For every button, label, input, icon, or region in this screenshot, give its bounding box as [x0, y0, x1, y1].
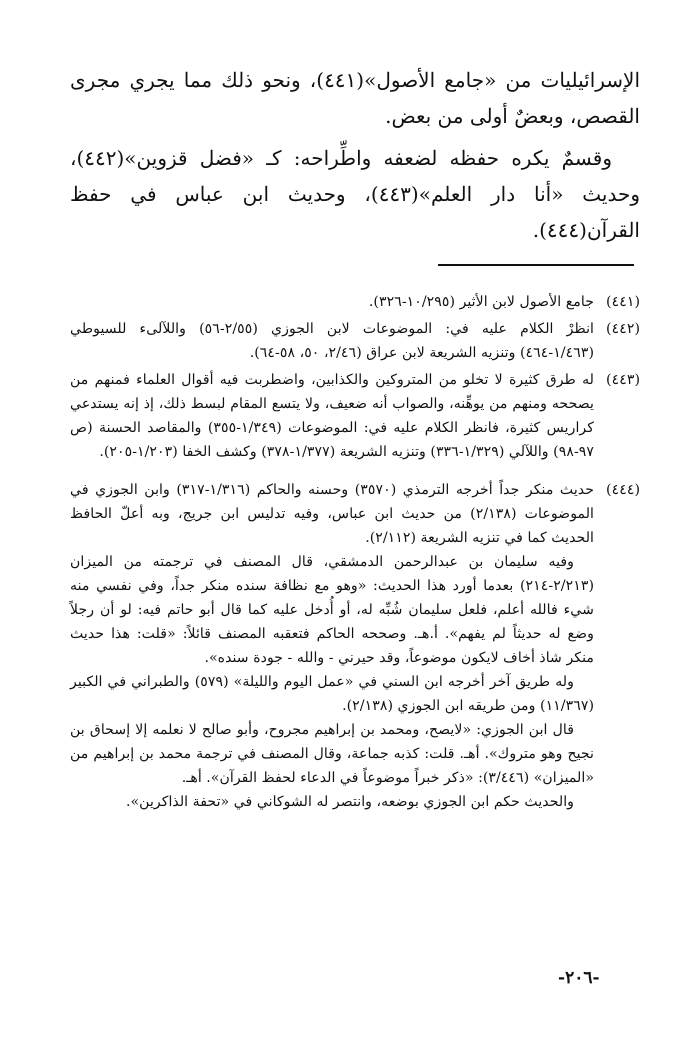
footnote-text: جامع الأصول لابن الأثير (١٠/٢٩٥-٣٢٦). [368, 294, 594, 310]
footnote-text: والحديث حكم ابن الجوزي بوضعه، وانتصر له الشوكاني في «تحفة الذاكرين». [125, 794, 574, 810]
footnote-separator [438, 264, 634, 266]
footnote [70, 368, 640, 464]
footnote-number: (٤٤٤) [606, 482, 640, 498]
footnote-text: وله طريق آخر أخرجه ابن السني في «عمل اليوم والليلة» (٥٧٩) والطبراني في الكبير (١١/٣٦٧) ومن طريقه ابن الجوزي (٢/١٣٨). [70, 674, 594, 714]
footnote [70, 290, 640, 314]
footnote-text: حديث منكر جداً أخرجه الترمذي (٣٥٧٠) وحسنه والحاكم (١/٣١٦-٣١٧) وابن الجوزي في الموضوعات (٢/١٣٨) من حديث ابن عباس، وفيه تدليس ابن جريج، وبه أعلّ الحافظ الحديث كما في تنزيه الشريعة (٢/١١٢). [70, 482, 595, 546]
footnote-text: انظرْ الكلام عليه في: الموضوعات لابن الجوزي (٢/٥٥-٥٦) واللآلىء للسيوطي (١/٤٦٣-٤٦٤) وتنزيه الشريعة لابن عراق (٢/٤٦، ٥٠، ٥٨-٦٤). [70, 321, 594, 361]
footnote-text: وفيه سليمان بن عبدالرحمن الدمشقي، قال المصنف في ترجمته من الميزان (٢/٢١٣-٢١٤) بعدما أورد هذا الحديث: «وهو مع نظافة سنده منكر جداً، وفي نفسي منه شيء فالله أعلم، فلعل سليمان شُبِّه له، أو أُدخل عليه كما قال أبو حاتم فيه: لو أن رجلاً وضع له حديثاً لم يفهم». أ.هـ. وصححه الحاكم فتعقبه المصنف قائلاً: «قلت: هذا حديث منكر شاذ أخاف لايكون موضوعاً، وقد حيرني - والله - جودة سنده». [70, 554, 594, 666]
footnote-text: له طرق كثيرة لا تخلو من المتروكين والكذابين، واضطربت فيه أقوال العلماء فمنهم من يصححه ومنهم من يوهِّنه، والصواب أنه ضعيف، ولا يتسع المقام لبسط ذلك، إذ إنه يستدعي كراريس كثيرة، فانظر الكلام عليه في: الموضوعات (١/٣٤٩-٣٥٥) والمقاصد الحسنة (ص ٩٧-٩٨) واللآلي (١/٣٢٩-٣٣٦) وتنزيه الشريعة (١/٣٧٧-٣٧٨) وكشف الخفا (١/٢٠٣-٢٠٥). [70, 372, 595, 460]
footnotes [70, 290, 640, 817]
main-text [70, 62, 640, 254]
footnote [70, 478, 640, 814]
footnote-text: قال ابن الجوزي: «لايصح، ومحمد بن إبراهيم مجروح، وأبو صالح لا نعلمه إلا إسحاق بن نجيح وهو متروك». أهـ. قلت: كذبه جماعة، وقال المصنف في ترجمة محمد بن إبراهيم من «الميزان» (٣/٤٤٦): «ذكر خبراً موضوعاً في الدعاء لحفظ القرآن». أهـ. [70, 722, 594, 786]
page-number: -٢٠٦- [558, 968, 600, 988]
footnote-number: (٤٤٣) [606, 372, 640, 388]
main-paragraph: وقسمٌ يكره حفظه لضعفه واطِّراحه: كـ «فضل قزوين»(٤٤٢)، وحديث «أنا دار العلم»(٤٤٣)، وحديث ابن عباس في حفظ القرآن(٤٤٤). [70, 146, 640, 242]
footnote-number: (٤٤٢) [606, 321, 640, 337]
footnote [70, 317, 640, 365]
main-paragraph: الإسرائيليات من «جامع الأصول»(٤٤١)، ونحو ذلك مما يجري مجرى القصص، وبعضٌ أولى من بعض. [70, 68, 640, 128]
footnote-number: (٤٤١) [606, 294, 640, 310]
